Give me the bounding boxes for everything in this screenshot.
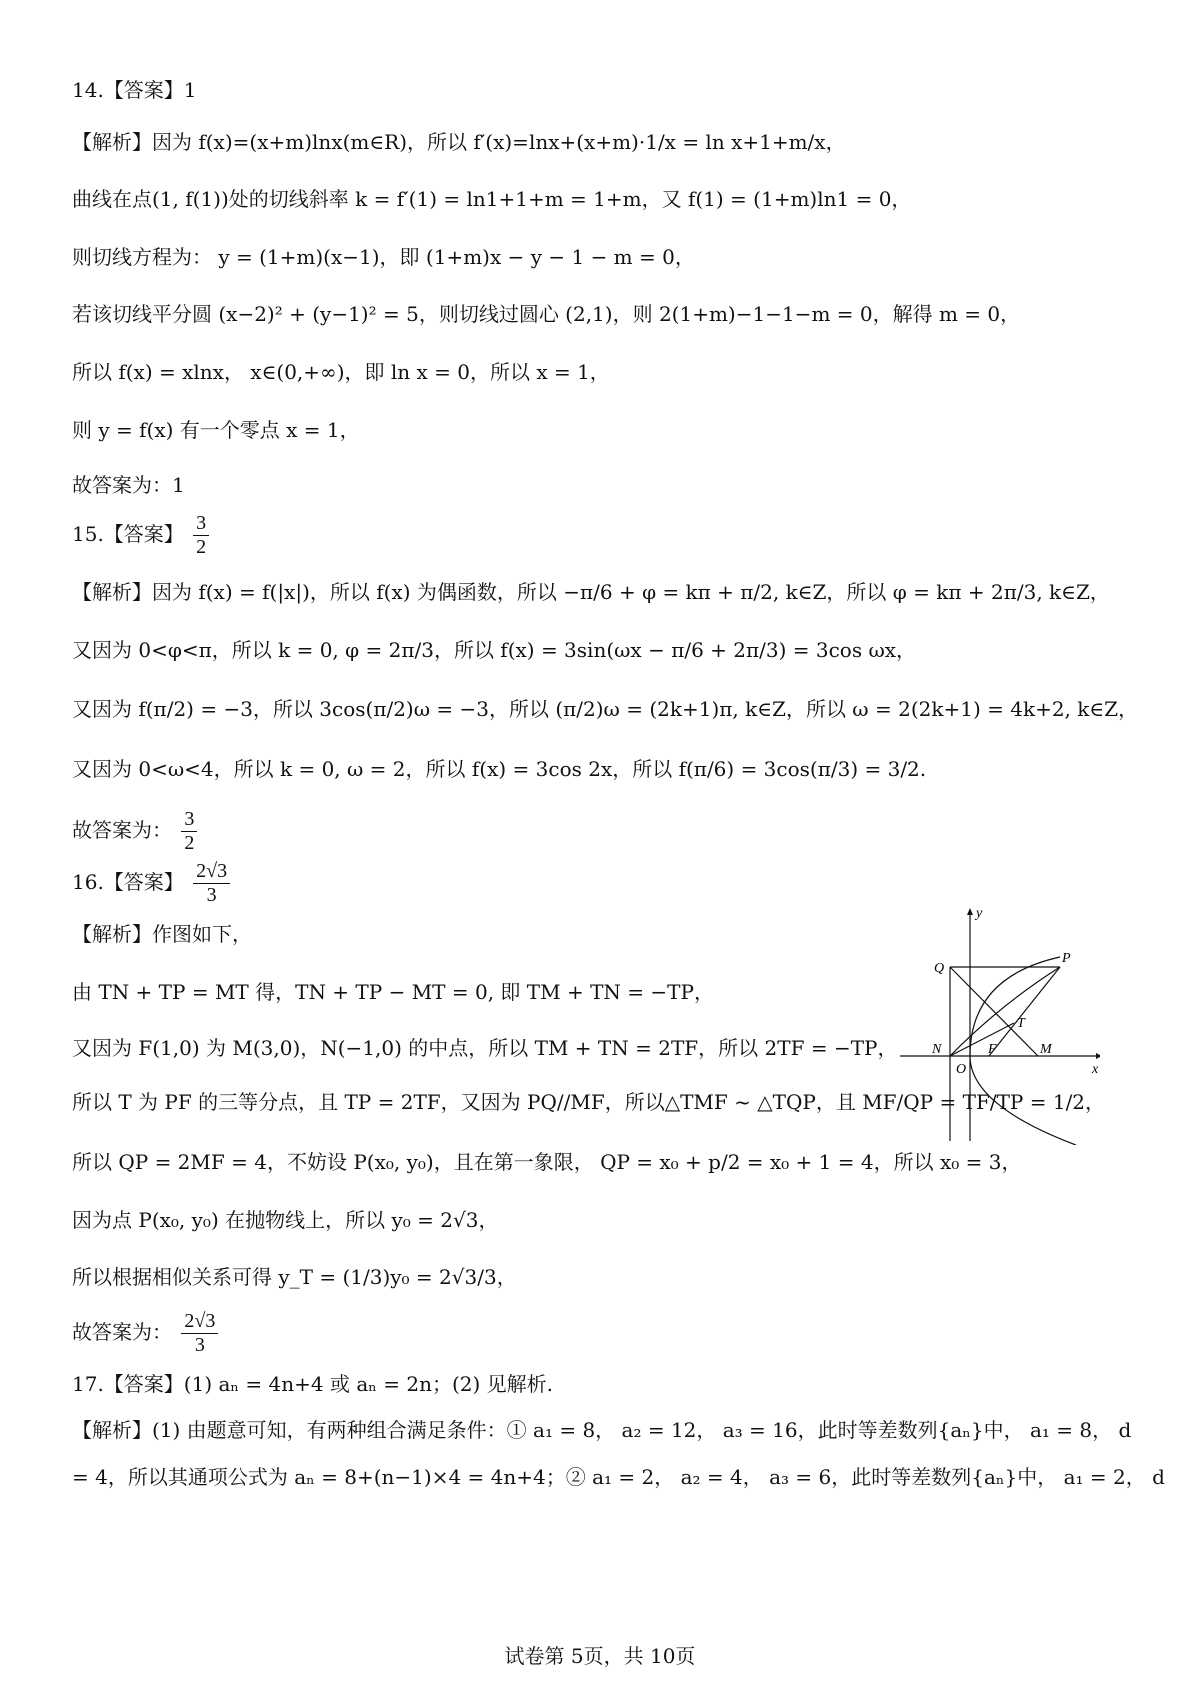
q14-analysis-line-1: 【解析】因为 f(x)=(x+m)lnx(m∈R)，所以 f′(x)=lnx+(x+m)·1/x = ln x+1+m/x， [72,130,846,154]
y-axis-arrow-icon [967,908,973,915]
q14-analysis-line-2: 曲线在点(1, f(1))处的切线斜率 k = f′(1) = ln1+1+m = 1+m，又 f(1) = (1+m)ln1 = 0， [72,187,912,211]
q16-analysis-line-7: 所以根据相似关系可得 y_T = (1/3)y₀ = 2√3/3， [72,1265,517,1289]
q16-analysis-line-5: 所以 QP = 2MF = 4，不妨设 P(x₀, y₀)，且在第一象限， QP = x₀ + p/2 = x₀ + 1 = 4，所以 x₀ = 3， [72,1150,1022,1174]
q14-answer: 14.【答案】1 [72,78,197,102]
q16-analysis-line-4: 所以 T 为 PF 的三等分点，且 TP = 2TF，又因为 PQ//MF，所以△TMF ~ △TQP，且 MF/QP = TF/TP = 1/2， [72,1090,1106,1114]
label-y: y [976,906,983,921]
q16-analysis-line-1: 【解析】作图如下， [72,922,252,946]
q17-analysis-line-2: = 4，所以其通项公式为 aₙ = 8+(n−1)×4 = 4n+4；② a₁ = 2， a₂ = 4， a₃ = 6，此时等差数列{aₙ}中， a₁ = 2， d [72,1465,1165,1489]
label-x: x [1092,1062,1099,1077]
q15-answer: 15.【答案】 $\frac{3}{2}$ [72,512,212,559]
q15-answer-fraction: $\frac{3}{2}$ [193,512,209,559]
parabola [970,957,1076,1145]
label-n: N [932,1042,942,1057]
q15-analysis-line-3: 又因为 f(π/2) = −3，所以 3cos(π/2)ω = −3，所以 (π/2)ω = (2k+1)π, k∈Z，所以 ω = 2(2k+1) = 4k+2, k∈Z， [72,697,1139,721]
q16-analysis-line-3: 又因为 F(1,0) 为 M(3,0)，N(−1,0) 的中点，所以 TM + TN = 2TF，所以 2TF = −TP， [72,1036,898,1060]
label-m: M [1040,1042,1052,1057]
label-f: F [988,1042,997,1057]
q17-analysis-line-1: 【解析】(1) 由题意可知，有两种组合满足条件：① a₁ = 8， a₂ = 12， a₃ = 16，此时等差数列{aₙ}中， a₁ = 8， d [72,1418,1132,1442]
q17-answer: 17.【答案】(1) aₙ = 4n+4 或 aₙ = 2n；(2) 见解析. [72,1372,554,1396]
x-axis-arrow-icon [1096,1053,1100,1059]
q16-answer-fraction: $\frac{2√3}{3}$ [193,860,230,907]
q14-analysis-line-4: 若该切线平分圆 (x−2)² + (y−1)² = 5，则切线过圆心 (2,1)，则 2(1+m)−1−1−m = 0，解得 m = 0， [72,302,1021,326]
parabola-figure [900,905,1100,1145]
q15-analysis-line-1: 【解析】因为 f(x) = f(|x|)，所以 f(x) 为偶函数，所以 −π/6 + φ = kπ + π/2, k∈Z，所以 φ = kπ + 2π/3, k∈Z， [72,580,1110,604]
q14-analysis-line-3: 则切线方程为： y = (1+m)(x−1)，即 (1+m)x − y − 1 − m = 0， [72,245,695,269]
label-q: Q [934,961,945,976]
q15-analysis-line-2: 又因为 0<φ<π，所以 k = 0, φ = 2π/3，所以 f(x) = 3sin(ωx − π/6 + 2π/3) = 3cos ωx， [72,638,917,662]
q15-analysis-line-4: 又因为 0<ω<4，所以 k = 0, ω = 2，所以 f(x) = 3cos 2x，所以 f(π/6) = 3cos(π/3) = 3/2. [72,757,927,781]
segment-nt [950,1023,1014,1056]
q16-conclusion: 故答案为： $\frac{2√3}{3}$ [72,1310,221,1357]
label-o: O [956,1062,967,1077]
page-footer: 试卷第 5页，共 10页 [504,1644,696,1668]
q16-answer: 16.【答案】 $\frac{2√3}{3}$ [72,860,233,907]
label-t: T [1017,1016,1025,1031]
q14-analysis-line-5: 所以 f(x) = xlnx， x∈(0,+∞)，即 ln x = 0，所以 x = 1， [72,360,610,384]
q14-analysis-line-6: 则 y = f(x) 有一个零点 x = 1， [72,418,360,442]
q16-analysis-line-6: 因为点 P(x₀, y₀) 在抛物线上，所以 y₀ = 2√3， [72,1208,499,1232]
q16-conclusion-fraction: $\frac{2√3}{3}$ [181,1310,218,1357]
q15-conclusion-fraction: $\frac{3}{2}$ [181,808,197,855]
q14-conclusion: 故答案为：1 [72,473,185,497]
q15-conclusion: 故答案为： $\frac{3}{2}$ [72,808,200,855]
q16-analysis-line-2: 由 TN + TP = MT 得，TN + TP − MT = 0, 即 TM + TN = −TP， [72,980,714,1004]
label-p: P [1062,951,1071,966]
